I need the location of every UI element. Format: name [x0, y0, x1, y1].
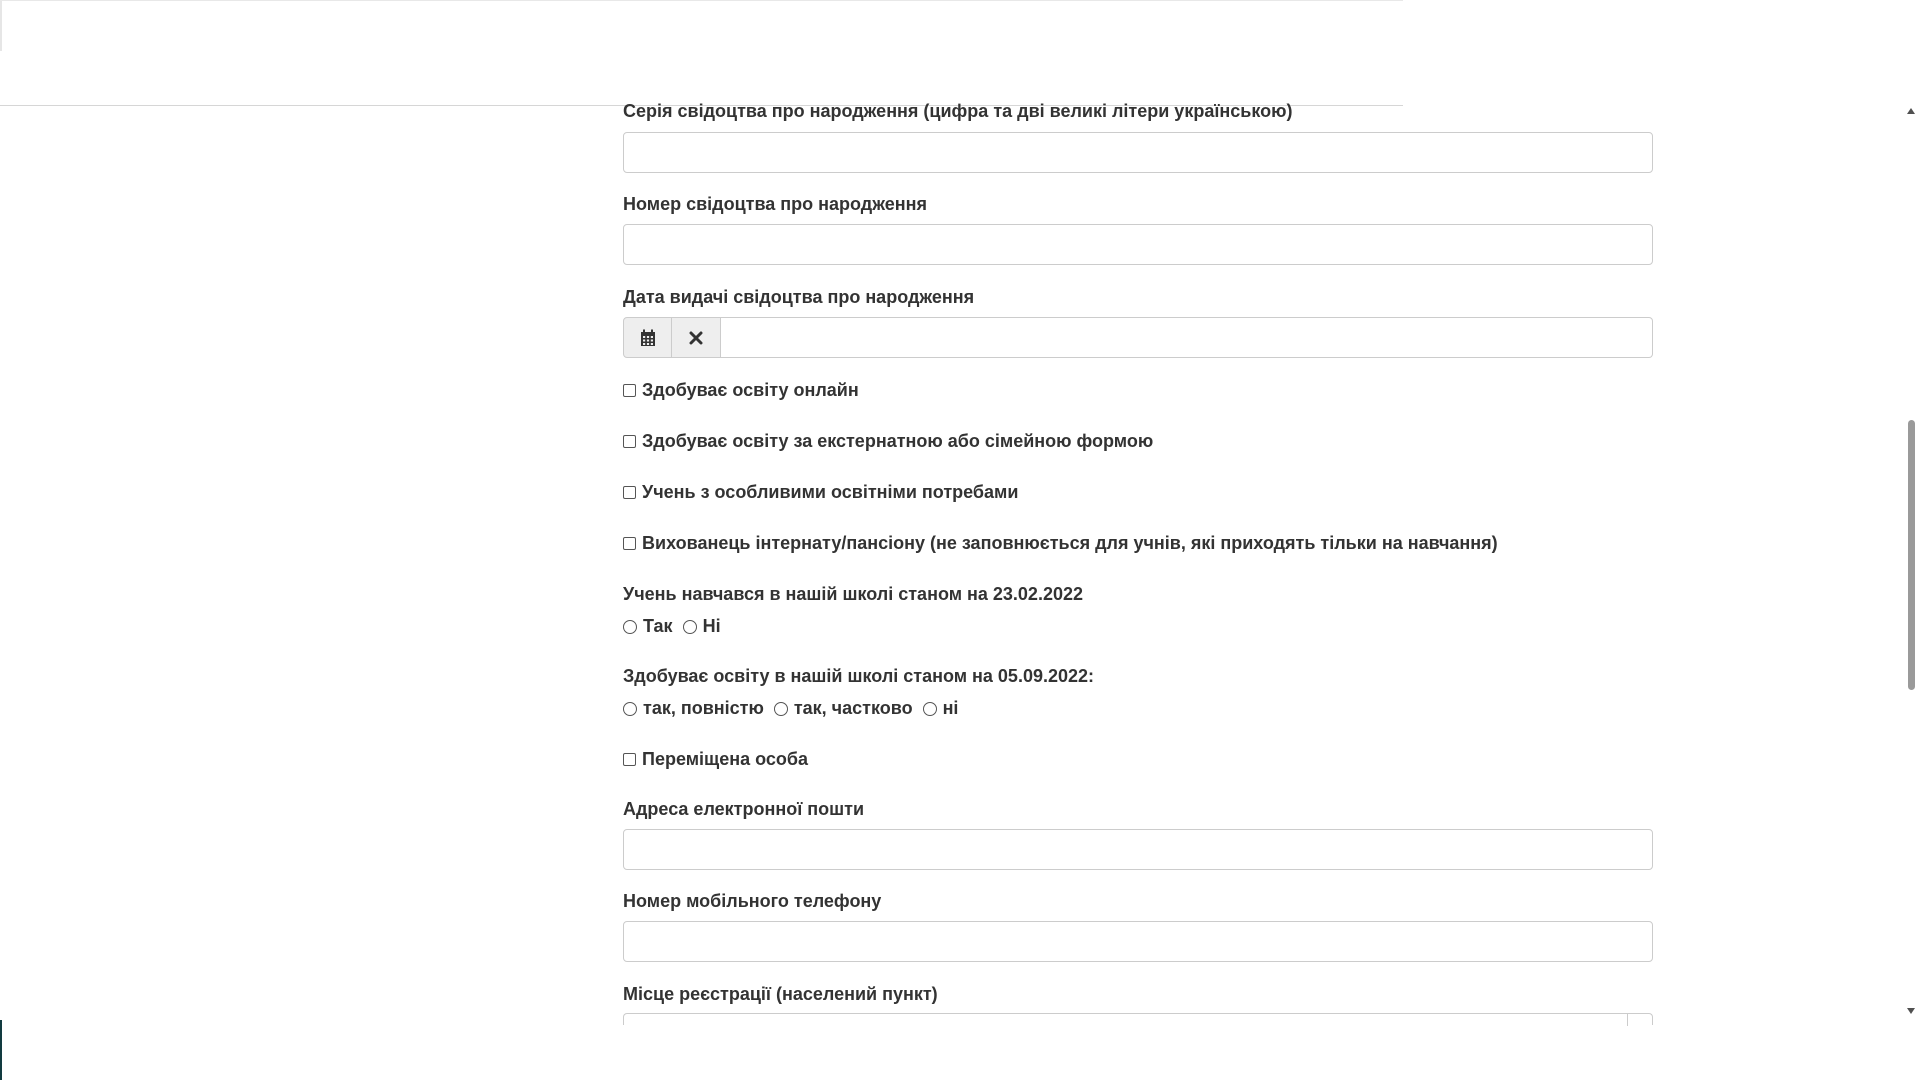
external-label: Здобуває освіту за екстернатною або сімейною формою — [642, 431, 1154, 451]
special-needs-label: Учень з особливими освітніми потребами — [642, 482, 1019, 502]
special-needs-checkbox[interactable] — [623, 486, 636, 499]
studied-label: Учень навчався в нашій школі станом на 23.02.2022 — [623, 584, 1083, 604]
scroll-thumb[interactable] — [1908, 420, 1915, 690]
registration-label: Місце реєстрації (населений пункт) — [623, 984, 938, 1004]
phone-input[interactable] — [623, 921, 1653, 962]
close-icon — [689, 331, 703, 345]
cert-date-label: Дата видачі свідоцтва про народження — [623, 287, 975, 307]
email-label: Адреса електронної пошти — [623, 799, 865, 819]
online-checkbox[interactable] — [623, 384, 636, 397]
phone-label: Номер мобільного телефону — [623, 891, 882, 911]
email-input[interactable] — [623, 829, 1653, 870]
educated-label: Здобуває освіту в нашій школі станом на 05.09.2022: — [623, 666, 1095, 686]
cert-date-group — [623, 317, 1653, 358]
radio-circle[interactable] — [623, 702, 637, 716]
radio-circle[interactable] — [683, 620, 697, 634]
select-separator — [1627, 1014, 1628, 1026]
radio-circle[interactable] — [774, 702, 788, 716]
educated-radio-no[interactable] — [923, 698, 959, 719]
scroll-down-icon[interactable] — [1907, 1008, 1915, 1014]
cert-series-input[interactable] — [623, 132, 1653, 173]
displaced-checkbox-row[interactable] — [623, 749, 808, 770]
studied-radio-group — [623, 616, 731, 637]
corner-edge — [0, 1020, 2, 1080]
cert-date-input[interactable] — [721, 317, 1653, 358]
page-scrollbar[interactable] — [1903, 102, 1920, 1020]
scroll-up-icon[interactable] — [1907, 108, 1915, 114]
cert-number-input[interactable] — [623, 224, 1653, 265]
radio-circle[interactable] — [623, 620, 637, 634]
clear-date-button[interactable] — [672, 317, 721, 358]
cert-number-label: Номер свідоцтва про народження — [623, 194, 928, 214]
calendar-button[interactable] — [623, 317, 672, 358]
educated-radio-partially[interactable] — [774, 698, 913, 719]
educated-radio-group — [623, 698, 968, 719]
top-header — [0, 0, 1403, 106]
displaced-label: Переміщена особа — [642, 749, 809, 769]
boarding-label: Вихованець інтернату/пансіону (не заповнюється для учнів, які приходять тільки на навчання) — [642, 533, 1498, 553]
studied-radio-no[interactable] — [683, 616, 721, 637]
special-needs-checkbox-row[interactable] — [623, 482, 1018, 503]
displaced-checkbox[interactable] — [623, 753, 636, 766]
studied-radio-yes[interactable] — [623, 616, 673, 637]
radio-label-no: Ні — [702, 616, 721, 636]
registration-select[interactable] — [623, 1013, 1653, 1025]
cert-series-label: Серія свідоцтва про народження (цифра та дві великі літери українською) — [623, 101, 1293, 121]
external-checkbox[interactable] — [623, 435, 636, 448]
radio-label-no: ні — [942, 698, 959, 718]
radio-circle[interactable] — [923, 702, 937, 716]
online-label: Здобуває освіту онлайн — [642, 380, 859, 400]
boarding-checkbox[interactable] — [623, 537, 636, 550]
radio-label-yes: Так — [643, 616, 673, 636]
radio-label-partially: так, частково — [793, 698, 913, 718]
radio-label-fully: так, повністю — [643, 698, 764, 718]
boarding-checkbox-row[interactable] — [623, 533, 1498, 554]
calendar-icon — [640, 329, 656, 347]
online-checkbox-row[interactable] — [623, 380, 859, 401]
header-edge — [0, 1, 2, 51]
educated-radio-fully[interactable] — [623, 698, 764, 719]
external-checkbox-row[interactable] — [623, 431, 1153, 452]
